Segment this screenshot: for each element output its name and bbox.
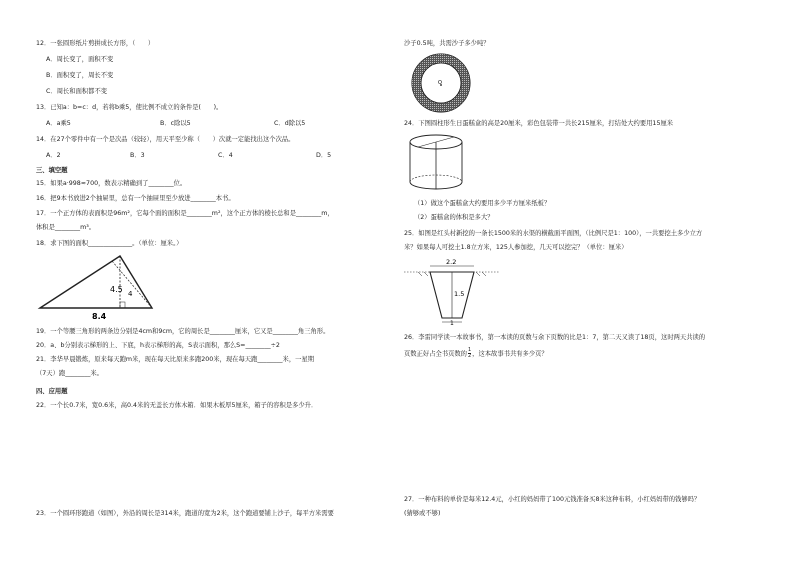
- q13-option-a: A．a乘5: [46, 120, 71, 127]
- q18-text: 18．求下图的面积______________。（单位：厘米。）: [36, 240, 183, 247]
- q14-option-b: B．3: [130, 152, 145, 159]
- q24-cylinder-figure: [408, 130, 464, 192]
- q14-option-a: A．2: [46, 152, 61, 159]
- q26-fraction-numerator: 1: [467, 347, 472, 353]
- q12-option-a: A．周长变了，面积不变: [46, 56, 114, 63]
- q25-channel-figure: [404, 256, 500, 326]
- top-width-label: 2.2: [446, 258, 457, 266]
- q23-ring-figure: [410, 52, 472, 114]
- q26-text-part-b: ，这本故事书共有多少页？: [472, 350, 548, 358]
- q23-text-continued: 沙子0.5吨，共需沙子多少吨？: [404, 40, 490, 47]
- q24-text: 24．下图圆柱形生日蛋糕盒的高是20厘米，彩色包装带一共长215厘米，打结处大约要用15厘米: [404, 120, 674, 127]
- triangle-shape: [40, 256, 152, 308]
- q24-sub2: （2）蛋糕盒的体积是多大？: [414, 214, 494, 221]
- height-label: 4.5: [110, 285, 123, 294]
- q26-fraction: [468, 348, 471, 359]
- section-fill-in-heading: 三、填空题: [36, 167, 68, 174]
- depth-label: 1.5: [454, 290, 465, 298]
- q13-option-c: C．d除以5: [274, 120, 306, 127]
- q12-option-b: B．面积变了，周长不变: [46, 72, 114, 79]
- q14-stem: 14．在27个零件中有一个是次品（较轻），用天平至少称（ ）次就一定能找出这个次品。: [36, 136, 295, 143]
- q20-text: 20．a、b分别表示梯形的上、下底，h表示梯形的高，S表示面积，那么S=________÷2: [36, 342, 280, 349]
- q27-text-line1: 27．一种布料的单价是每米12.4元，小红的妈妈带了100元钱准备买8米这种布料，小红妈妈带的钱够吗？: [404, 496, 701, 503]
- q14-option-c: C．4: [218, 152, 233, 159]
- q24-sub1: （1）做这个蛋糕盒大约要用多少平方厘米纸板？: [414, 200, 551, 207]
- q26-text-part-a: 页数正好占全书页数的: [404, 350, 467, 358]
- q21-text-line2: （7天）跑________米。: [36, 370, 103, 377]
- bottom-width-label: 1: [450, 320, 454, 326]
- q13-stem: 13．已知a：b=c：d，若将b乘5，使比例不成立的条件是( )。: [36, 104, 223, 111]
- q22-text: 22．一个长0.7米，宽0.6米，高0.4米的无盖长方体木箱．如果木板厚5厘米，箱子的容积是多少升．: [36, 402, 318, 409]
- base-label: 8.4: [92, 312, 107, 321]
- q25-text-line1: 25．如图是红头村新挖的一条长1500米的水渠的横截面平面图，（比例尺是1：100），一共要挖土多少立方: [404, 230, 703, 237]
- q18-triangle-figure: [36, 250, 166, 322]
- q21-text-line1: 21．李华早晨锻炼，原来每天跑m米，现在每天比原来多跑200米，现在每天跑________米，一星期: [36, 356, 315, 363]
- q12-option-c: C．周长和面积都不变: [46, 88, 108, 95]
- ring-center-label: O: [438, 80, 442, 86]
- right-angle-mark: [120, 302, 125, 308]
- section-application-heading: 四、应用题: [36, 388, 68, 395]
- q23-text: 23．一个圆环形跑道（如图），外沿的周长是314米，跑道的宽为2米，这个跑道要铺上沙子，每平方米需要: [36, 510, 334, 517]
- q17-text-line1: 17．一个正方体的表面积是96m²，它每个面的面积是________m²，这个正方体的棱长总和是________m，: [36, 210, 334, 217]
- q16-text: 16．把9本书放进2个抽屉里，总有一个抽屉里至少放进________本书。: [36, 195, 235, 202]
- q26-fraction-denominator: 2: [467, 353, 472, 359]
- q19-text: 19．一个等腰三角形的两条边分别是4cm和9cm，它的周长是________厘米，它又是________角三角形。: [36, 328, 330, 335]
- q14-option-d: D．5: [316, 152, 332, 159]
- q15-text: 15．如果a·998≈700，数表示精确到了________位。: [36, 180, 187, 187]
- q17-text-line2: 体积是________m³。: [36, 224, 96, 231]
- q13-option-b: B．c除以5: [160, 120, 191, 127]
- q26-text-line2: [404, 348, 548, 359]
- q25-text-line2: 米？如果每人可挖土1.8立方米，125人参加挖，几天可以挖完？（单位：厘米）: [404, 244, 628, 251]
- q26-text-line1: 26．李雷同学读一本故事书，第一本读的页数与余下页数的比是1：7，第二天又读了18页，这时两天共读的: [404, 334, 706, 341]
- q12-stem: 12．一张圆形纸片剪拼成长方形，（ ）: [36, 40, 155, 47]
- inner-label: 4: [128, 290, 133, 298]
- q27-text-line2: (猜够或不够): [404, 510, 441, 517]
